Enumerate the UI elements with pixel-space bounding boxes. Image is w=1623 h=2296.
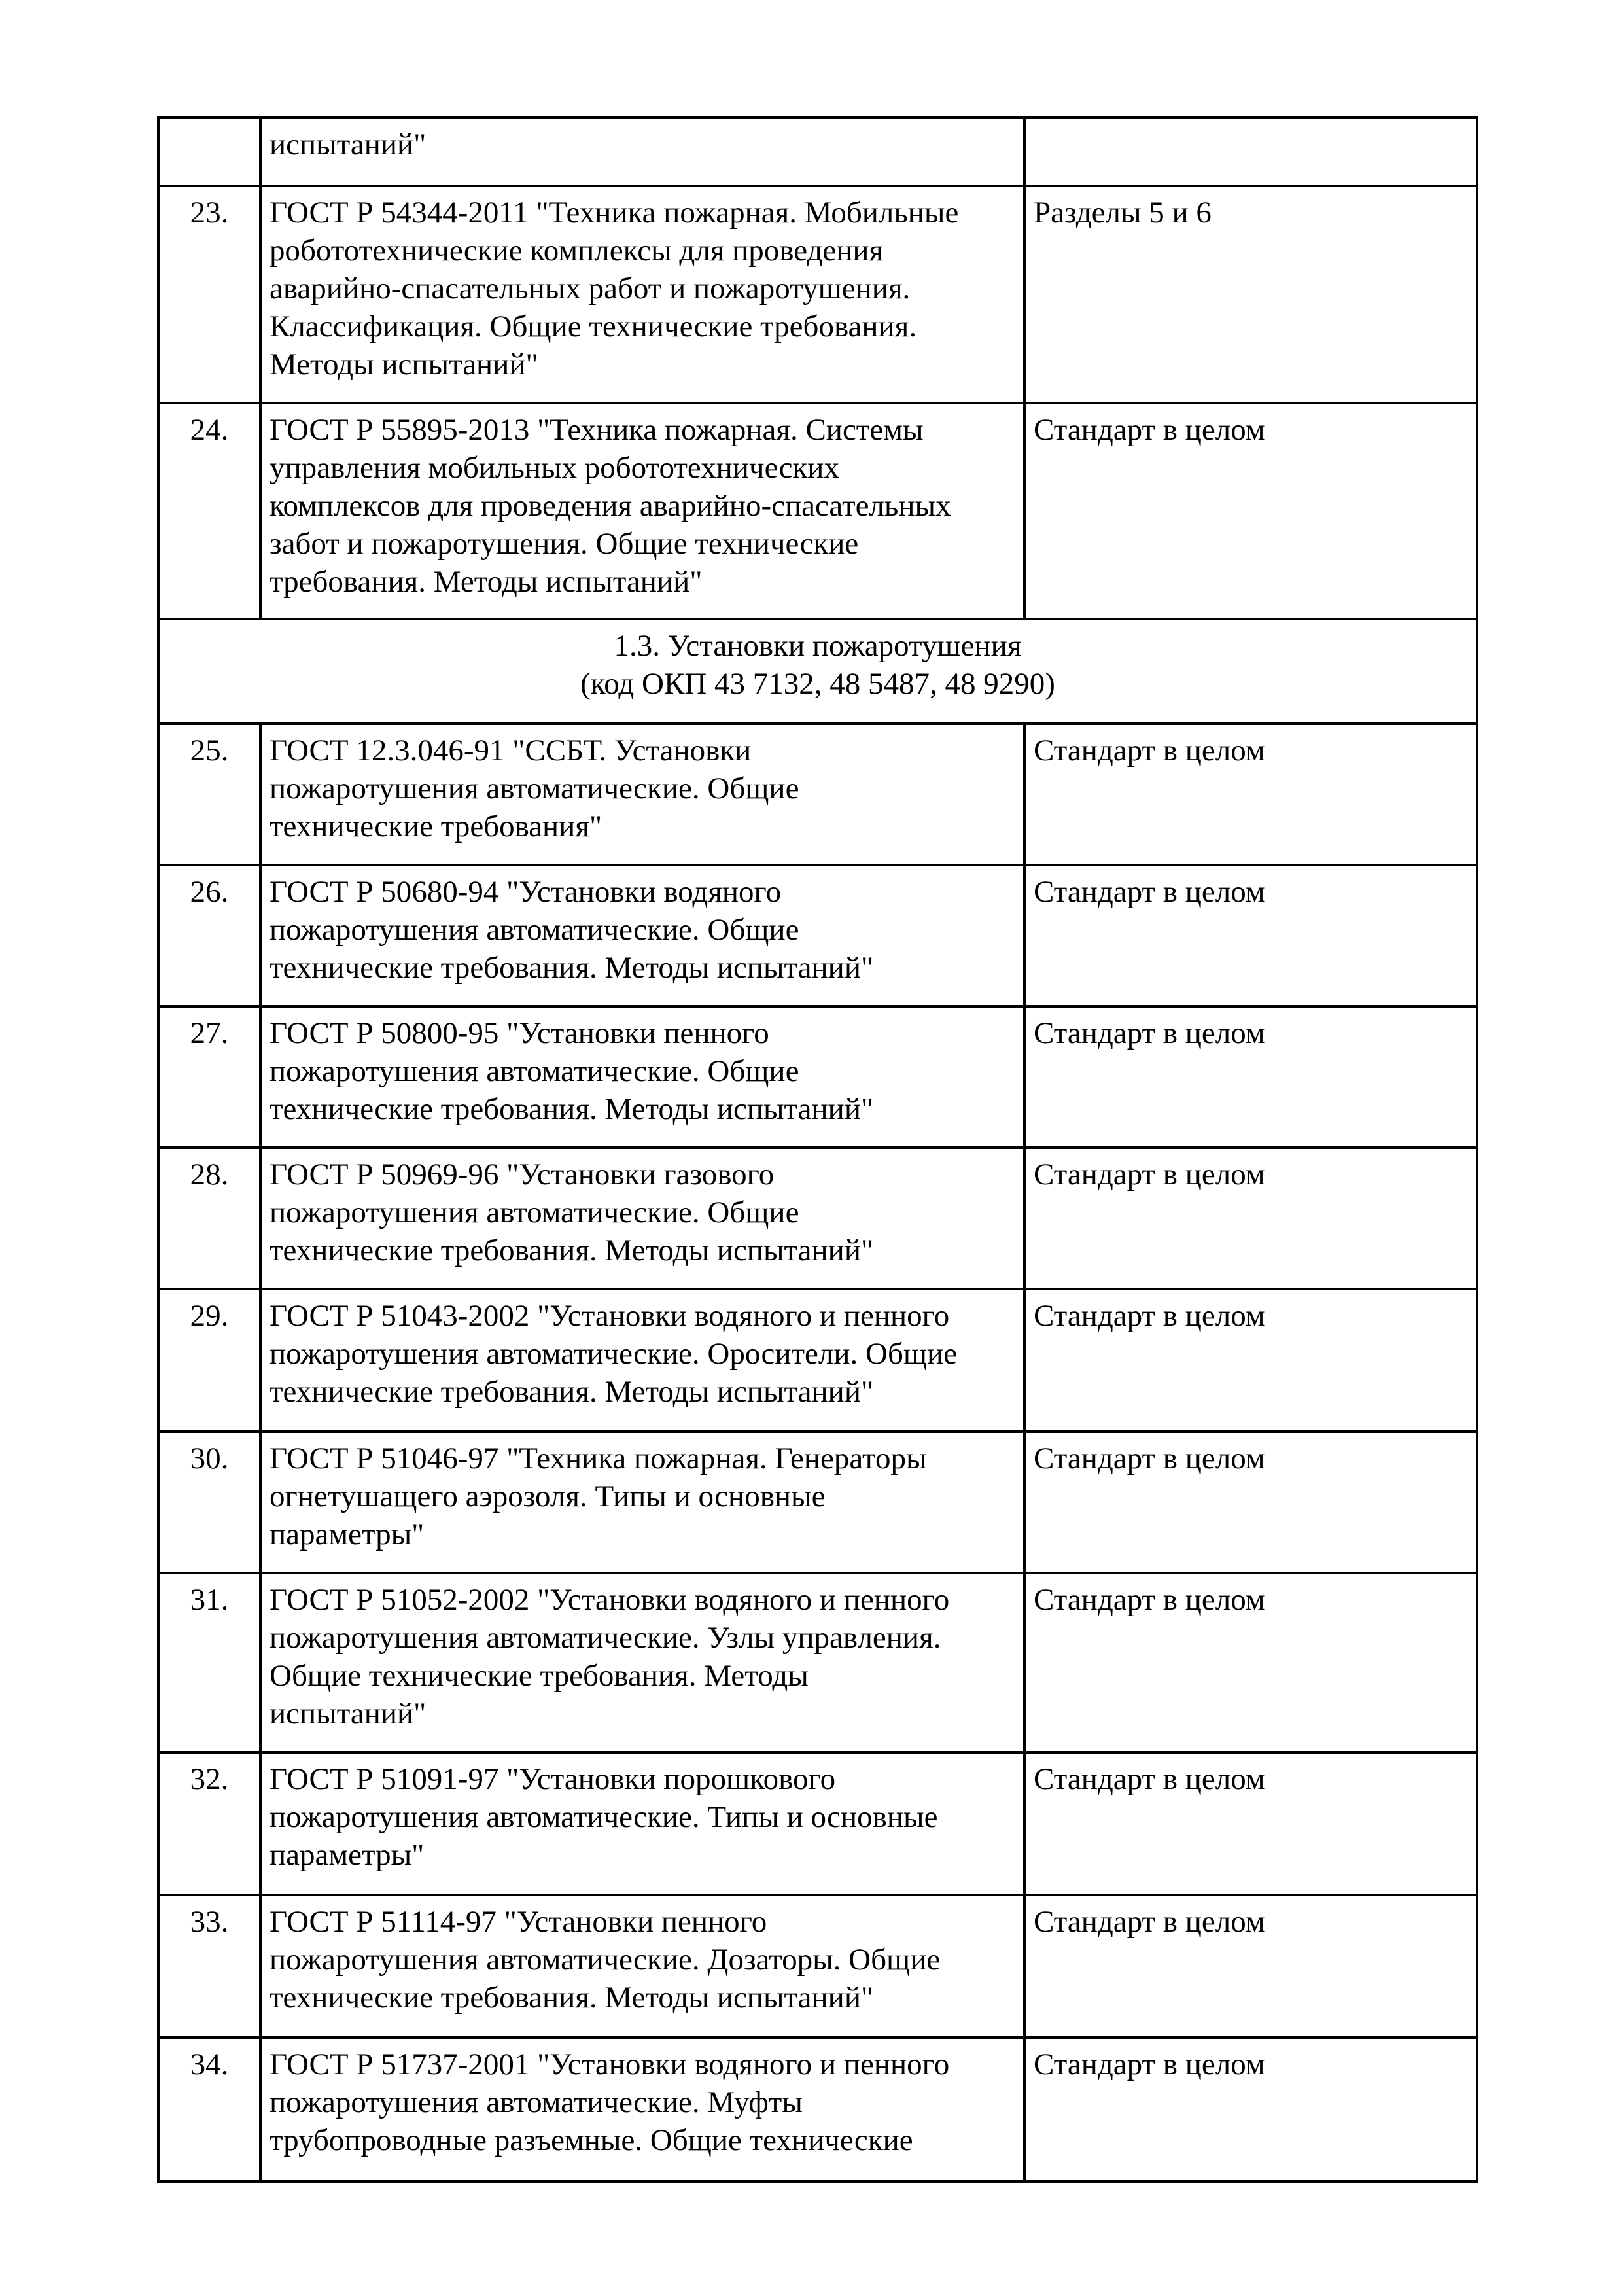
row-number: 26. bbox=[158, 865, 260, 1006]
table-row bbox=[158, 1148, 1477, 1289]
table-row bbox=[158, 1895, 1477, 2038]
row-number: 25. bbox=[158, 724, 260, 865]
standard-title: ГОСТ Р 51114-97 "Установки пенного пожаротушения автоматические. Дозаторы. Общие технические требования. Методы испытаний" bbox=[260, 1895, 1024, 2038]
row-number bbox=[158, 118, 260, 186]
standard-title: ГОСТ Р 50800-95 "Установки пенного пожаротушения автоматические. Общие технические требования. Методы испытаний" bbox=[260, 1006, 1024, 1148]
row-number: 32. bbox=[158, 1752, 260, 1895]
table-row bbox=[158, 2038, 1477, 2181]
row-number: 31. bbox=[158, 1573, 260, 1752]
standard-title: испытаний" bbox=[260, 118, 1024, 186]
applicability-scope: Стандарт в целом bbox=[1024, 724, 1477, 865]
standard-title: ГОСТ Р 51052-2002 "Установки водяного и пенного пожаротушения автоматические. Узлы управления. Общие технические требования. Методы испытаний" bbox=[260, 1573, 1024, 1752]
table-row bbox=[158, 1006, 1477, 1148]
applicability-scope: Стандарт в целом bbox=[1024, 403, 1477, 619]
standards-table bbox=[157, 116, 1478, 2183]
row-number: 28. bbox=[158, 1148, 260, 1289]
applicability-scope bbox=[1024, 118, 1477, 186]
standard-title: ГОСТ Р 50680-94 "Установки водяного пожаротушения автоматические. Общие технические требования. Методы испытаний" bbox=[260, 865, 1024, 1006]
standard-title: ГОСТ Р 50969-96 "Установки газового пожаротушения автоматические. Общие технические требования. Методы испытаний" bbox=[260, 1148, 1024, 1289]
applicability-scope: Стандарт в целом bbox=[1024, 2038, 1477, 2181]
applicability-scope: Стандарт в целом bbox=[1024, 1752, 1477, 1895]
row-number: 23. bbox=[158, 186, 260, 403]
standard-title: ГОСТ Р 51043-2002 "Установки водяного и пенного пожаротушения автоматические. Оросители. Общие технические требования. Методы испытаний" bbox=[260, 1289, 1024, 1432]
table-row bbox=[158, 724, 1477, 865]
row-number: 33. bbox=[158, 1895, 260, 2038]
row-number: 30. bbox=[158, 1432, 260, 1573]
table-row bbox=[158, 865, 1477, 1006]
table-row bbox=[158, 1432, 1477, 1573]
standard-title: ГОСТ Р 55895-2013 "Техника пожарная. Системы управления мобильных робототехнических комплексов для проведения аварийно-спасательных забот и пожаротушения. Общие технические требования. Методы испытаний" bbox=[260, 403, 1024, 619]
applicability-scope: Стандарт в целом bbox=[1024, 1289, 1477, 1432]
standard-title: ГОСТ 12.3.046-91 "ССБТ. Установки пожаротушения автоматические. Общие технические требования" bbox=[260, 724, 1024, 865]
section-code: (код ОКП 43 7132, 48 5487, 48 9290) bbox=[580, 667, 1055, 701]
row-number: 27. bbox=[158, 1006, 260, 1148]
section-title: 1.3. Установки пожаротушения bbox=[614, 629, 1022, 663]
section-heading-row bbox=[158, 619, 1477, 724]
standard-title: ГОСТ Р 51737-2001 "Установки водяного и пенного пожаротушения автоматические. Муфты трубопроводные разъемные. Общие технические bbox=[260, 2038, 1024, 2181]
applicability-scope: Стандарт в целом bbox=[1024, 865, 1477, 1006]
section-heading bbox=[158, 619, 1477, 724]
document-page bbox=[157, 116, 1476, 2183]
row-number: 29. bbox=[158, 1289, 260, 1432]
standard-title: ГОСТ Р 54344-2011 "Техника пожарная. Мобильные робототехнические комплексы для проведения аварийно-спасательных работ и пожаротушения. Классификация. Общие технические требования. Методы испытаний" bbox=[260, 186, 1024, 403]
standard-title: ГОСТ Р 51046-97 "Техника пожарная. Генераторы огнетушащего аэрозоля. Типы и основные параметры" bbox=[260, 1432, 1024, 1573]
applicability-scope: Стандарт в целом bbox=[1024, 1895, 1477, 2038]
applicability-scope: Стандарт в целом bbox=[1024, 1573, 1477, 1752]
table-row bbox=[158, 186, 1477, 403]
standard-title: ГОСТ Р 51091-97 "Установки порошкового пожаротушения автоматические. Типы и основные параметры" bbox=[260, 1752, 1024, 1895]
applicability-scope: Стандарт в целом bbox=[1024, 1006, 1477, 1148]
applicability-scope: Разделы 5 и 6 bbox=[1024, 186, 1477, 403]
row-number: 34. bbox=[158, 2038, 260, 2181]
table-row-continued bbox=[158, 118, 1477, 186]
applicability-scope: Стандарт в целом bbox=[1024, 1148, 1477, 1289]
table-row bbox=[158, 403, 1477, 619]
applicability-scope: Стандарт в целом bbox=[1024, 1432, 1477, 1573]
table-row bbox=[158, 1573, 1477, 1752]
table-row bbox=[158, 1752, 1477, 1895]
table-row bbox=[158, 1289, 1477, 1432]
row-number: 24. bbox=[158, 403, 260, 619]
